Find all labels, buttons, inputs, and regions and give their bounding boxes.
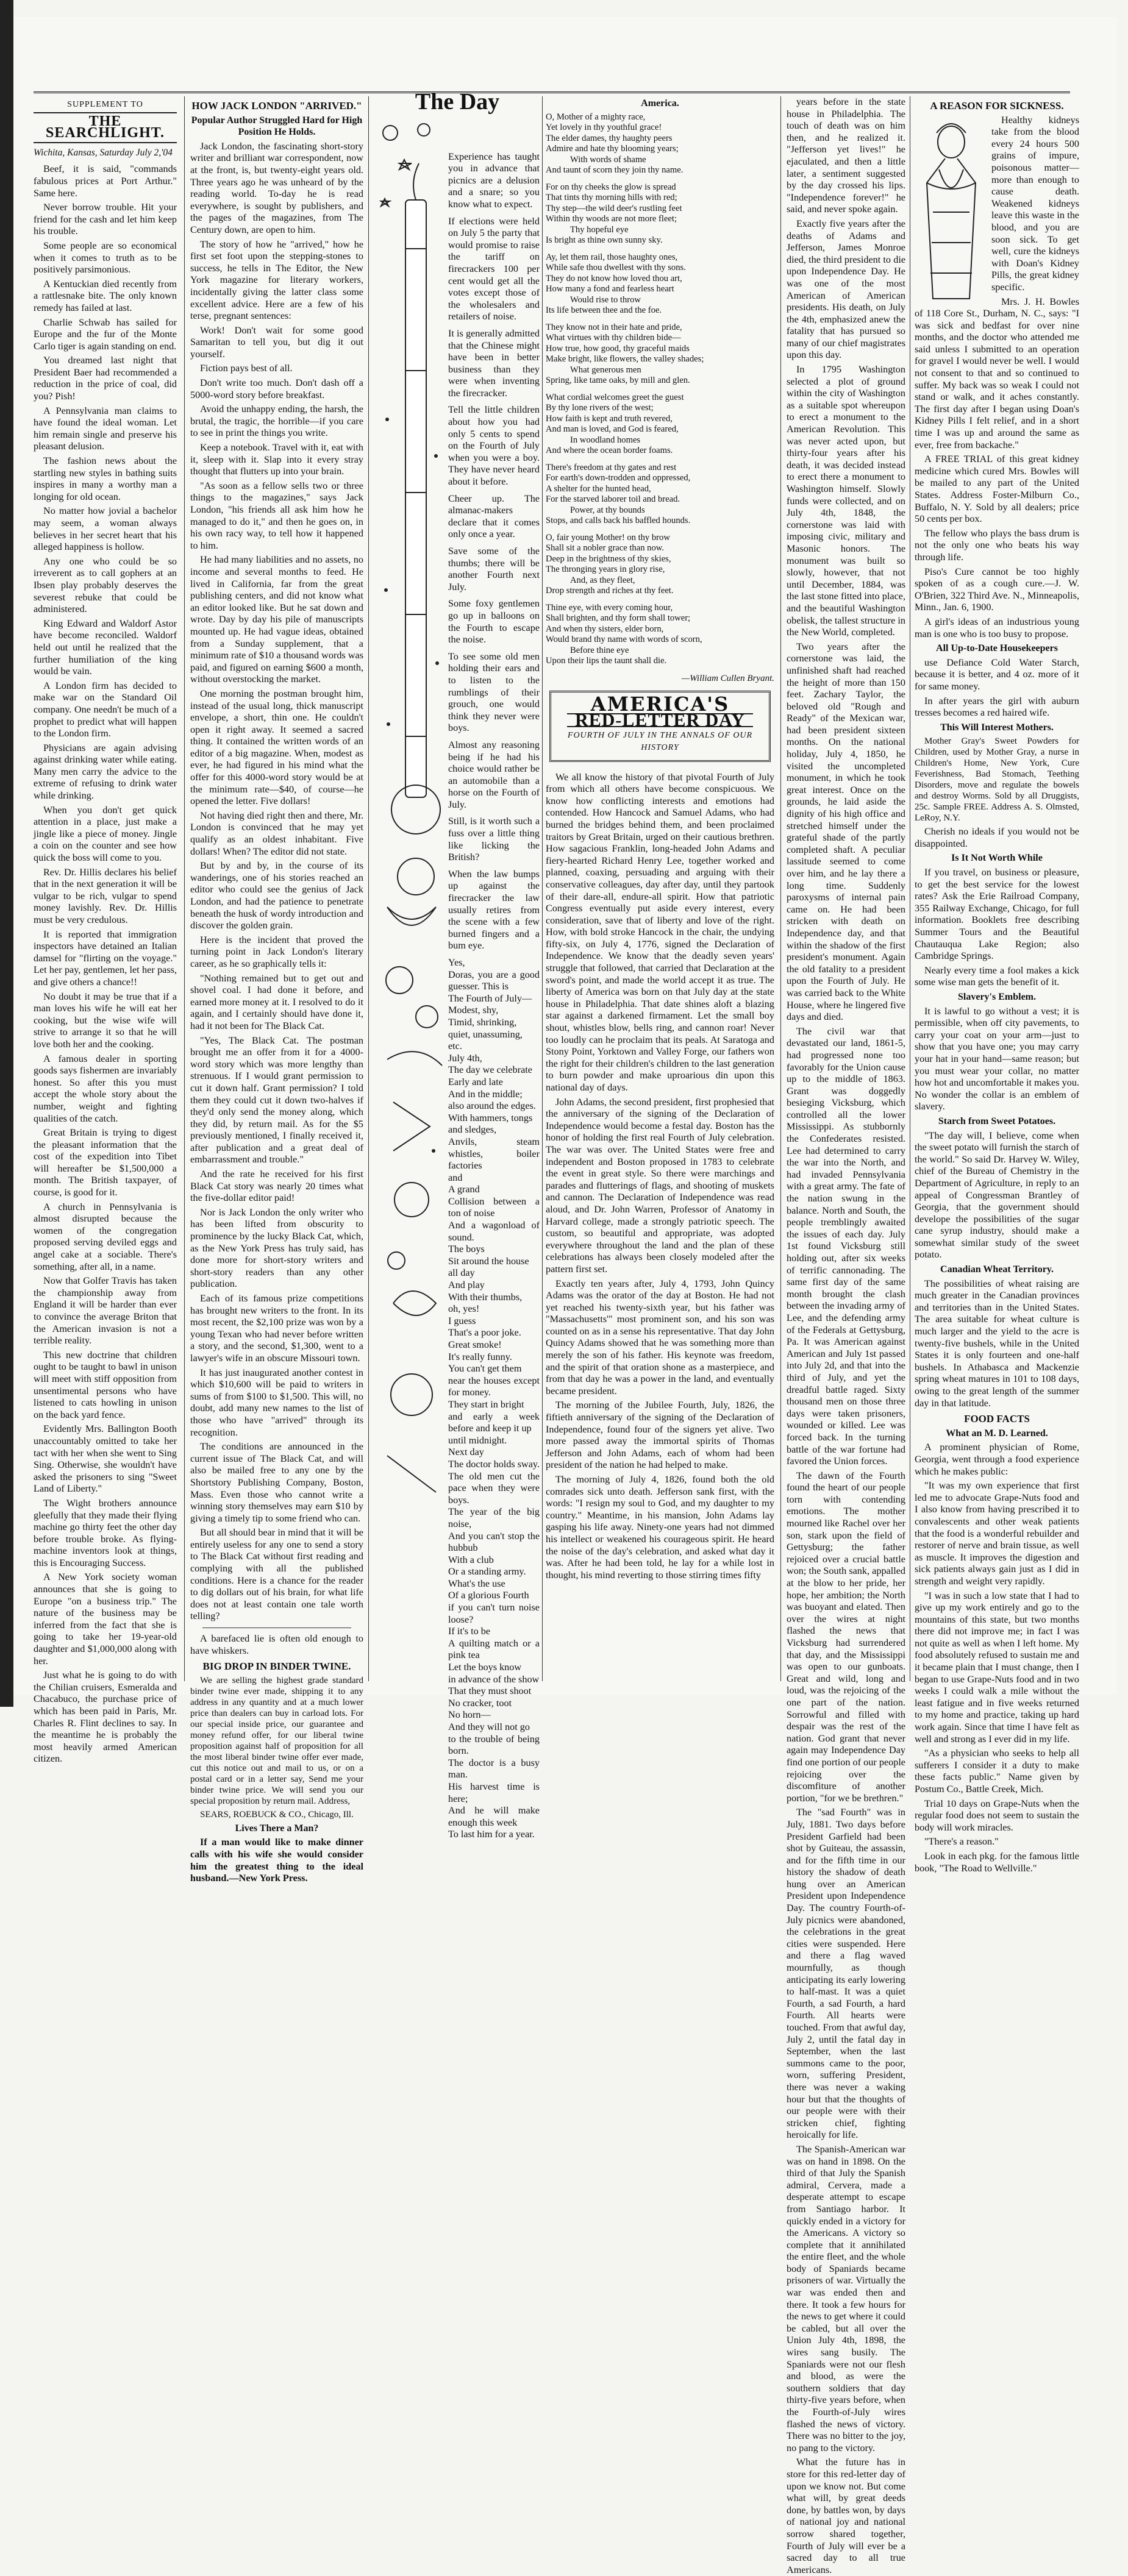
kidney-ad-title: A REASON FOR SICKNESS. <box>930 100 1064 112</box>
poem-line: And where the ocean border foams. <box>546 446 673 456</box>
paragraph: Not having died right then and there, Mr. London is convinced that he may yet qualify as an oldest inhabitant. Five dollars! When? The editor did not state. <box>190 809 363 857</box>
paragraph: It has just inaugurated another contest in which $10,600 will be paid to writers in sums of from $100 to $1,500. This will, no doubt, add many new names to the list of those who have "arrived" through its recognition. <box>190 1367 363 1438</box>
paragraph: The dawn of the Fourth found the heart of our people torn with contending emotions. The mother mourned like Rachel over her son, stark upon the field of Gettysburg; the father rejoiced over a crucial battle won; the South sank, appalled at the blow to her pride, her hope, her ambition; the North was buoyant and elated. Then over the wires at night flashed the news that Vicksburg had surrendered that day, and the Mississippi was open to our gunboats. Great and wild, long and loud, was the rejoicing of the one part of the nation. Sorrowful and filled with despair was the rest of the nation. God grant that never again may Independence Day find one portion of our people rejoicing over the discomfiture of another portion, "for we be brethren." <box>787 1470 905 1804</box>
poem-line: And in the middle; <box>448 1088 523 1100</box>
poem-line: No cracker, toot <box>448 1697 512 1709</box>
poem-line: What's the use <box>448 1578 505 1589</box>
poem-line: And when thy sisters, elder born, <box>546 624 664 634</box>
poem-line: What virtues with thy children bide— <box>546 333 681 343</box>
poem-line: With their thumbs, <box>448 1291 523 1303</box>
auburn-item: In after years the girl with auburn tresses becomes a red haired wife. <box>915 695 1079 719</box>
column-3 <box>375 89 540 1840</box>
paragraph: A prominent physician of Rome, Georgia, went through a food experience which he makes public: <box>915 1442 1079 1477</box>
paragraph: "As a physician who seeks to help all sufferers I consider it a duty to make these facts public." Name given by Postum Co., Battle Creek, Mich. <box>915 1748 1079 1795</box>
paragraph: Avoid the unhappy ending, the harsh, the brutal, the tragic, the horrible—if you care to see in print the things you write. <box>190 404 363 439</box>
poem-stanza <box>546 533 774 597</box>
poem-line: No horn— <box>448 1709 491 1721</box>
poem-line: Collision between a ton of noise <box>448 1195 540 1219</box>
starch-text: "The day will, I believe, come when the sweet potato will furnish the starch of the world." So said Dr. Harvey W. Wiley, chief of the Bureau of Chemistry in the Department of Agriculture, in reply to an appeal of Congressman Brantley of Georgia, that the government should develope the possibilities of the sugar cane syrup industry, should make a somewhat similar study of the sweet potato. <box>915 1130 1079 1261</box>
poem-line: Sit around the house <box>448 1255 529 1267</box>
the-day-poem <box>448 957 540 1841</box>
poem-line: Would rise to throw <box>570 294 641 305</box>
paragraph: Experience has taught you in advance that picnics are a delusion and a snare; so you know what to expect. <box>448 151 540 210</box>
paragraph: The "sad Fourth" was in July, 1881. Two days before President Garfield had been shot by Guiteau, the assassin, and for the fifth time in our history the shadow of death hung over an American President upon Independence Day. The country Fourth-of-July picnics were abandoned, the celebrations in the great cities were suspended. Here and there a flag waved mournfully, as though anticipating its early lowering to half-mast. It was a quiet Fourth, a sad Fourth, a hard Fourth. All hearts were touched. From that awful day, July 2, until the fatal day in September, when the last summons came to the poor, worn, suffering President, there was never a waking hour but that the thoughts of our people were with their stricken chief, fighting heroically for life. <box>787 1807 905 2141</box>
poem-line: For on thy cheeks the glow is spread <box>546 182 676 192</box>
md-title: What an M. D. Learned. <box>946 1428 1048 1439</box>
paragraph: Save some of the thumbs; there will be another Fourth next July. <box>448 546 540 592</box>
poem-line: Its life between thee and the foe. <box>546 305 662 316</box>
paragraph: We all know the history of that pivotal Fourth of July from which all others have become conspicuous. We know how conflicting interests and emotions had contended. How Hancock and Samuel Adams, who had burned the bridges behind them, and been proclaimed traitors by Great Britain, urged on their cautious brethren. How sagacious Franklin, long-headed John Adams and fiery-hearted Richard Henry Lee, together worked and planned, coaxing, persuading and arguing with their conservative colleagues, day after day, until they partook of their dare-all, endure-all spirit. How that patriotic Congress eventually put aside every interest, every consideration, save that of liberty and love of the right. How, with bold stroke Hancock in the chair, the undying fifty-six, on July 4, 1776, signed the Declaration of Independence. We know that the deadly seven years' struggle that followed, that carried that Declaration at the sword's point, and made the world accept it as true. The liberty of America was born on that July day at the state house in Philadelphia. That date shines aloft a blazing star against a darkened firmament. Let the small boy shout, whistles blow, bells ring, and cannon roar! Never too loudly can he proclaim that its peals. At Saratoga and Stony Point, Yorktown and Valley Forge, our fathers won the right for their children's children to the last generation to burn powder and make uproarious din upon this national day of days. <box>546 771 774 1093</box>
poem-line: until midnight. <box>448 1434 507 1446</box>
paragraph: A Pennsylvania man claims to have found the ideal woman. Let him remain single and preserve his pleasant delusion. <box>34 405 177 452</box>
paragraph: Just what he is going to do with the Chilian cruisers, Esmeralda and Chacabuco, the purchase price of which has been paid in Paris, Mr. Charles R. Flint declines to say. In the meantime he is probably the most heavily armed American citizen. <box>34 1670 177 1765</box>
poem-line: and <box>448 1172 463 1183</box>
kick-item: Nearly every time a fool makes a kick some wise man gets the benefit of it. <box>915 964 1079 988</box>
paragraph: The conditions are announced in the current issue of The Black Cat, and will also be mailed free to any one by the Shortstory Publishing Company, Boston, Mass. Even those who cannot write a winning story themselves may earn $10 by giving a timely tip to some friend who can. <box>190 1441 363 1524</box>
paragraph: And the rate he received for his first Black Cat story was nearly 20 times what the five-dollar editor paid! <box>190 1169 363 1204</box>
paragraph: "It was my own experience that first led me to advocate Grape-Nuts food and I also know from having prescribed it to convalescents and other weak patients that the food is a wonderful rebuilder and restorer of nerve and brain tissue, as well as muscle. It improves the digestion and sick patients always gain just as I did in strength and weight very rapidly. <box>915 1480 1079 1587</box>
poem-line: etc. <box>448 1041 462 1052</box>
dateline: Wichita, Kansas, Saturday July 2,'04 <box>34 147 173 158</box>
poem-line: Modest, shy, <box>448 1005 499 1016</box>
paragraph: Any one who could be so irreverent as to call gophers at an Ibsen play probably deserves the severest rebuke that could be administered. <box>34 555 177 615</box>
food-facts-title: FOOD FACTS <box>964 1413 1030 1425</box>
supplement-label: SUPPLEMENT TO <box>67 100 143 109</box>
paragraph: Trial 10 days on Grape-Nuts when the regular food does not seem to sustain the body will work miracles. <box>915 1798 1079 1833</box>
paragraph: Charlie Schwab has sailed for Europe and the fur of the Monte Carlo tiger is again standing on end. <box>34 316 177 352</box>
paragraph: Two years after the cornerstone was laid, the unfinished shaft had reached the height of more than 150 feet. Zachary Taylor, the beloved old "Rough and Ready" of the Mexican war, had been president sixteen months. On the national holiday, July 4, 1850, he visited the uncompleted monument, in which he took great interest. Once on the grounds, he laid aside the dignity of his high office and stretched himself under the grateful shade of the partly completed shaft. A peculiar lassitude seemed to come over him, and he lay there a long time. Suddenly paroxysms of internal pain came on. He had been stricken with death on Independence day, and that within the shadow of the first president's monument. Again the old fatality to a president upon the Fourth of July. He was carried back to the White House, where he lingered five days and died. <box>787 641 905 1023</box>
poem-line: The doctor holds sway. <box>448 1458 540 1470</box>
short-item: Piso's Cure cannot be too highly spoken of as a cough cure.—J. W. O'Brien, 322 Third Ave. N., Minneapolis, Minn., Jan. 6, 1900. <box>915 566 1079 613</box>
poem-line: They do not know how loved thou art, <box>546 273 682 283</box>
paragraph: Jack London, the fascinating short-story writer and brilliant war correspondent, now at the front, is, but twenty-eight years old. Three years ago he was unheard of by the reading world. To-day he is read everywhere, is sought by publishers, and the pages of the magazines, from The Century down, are open to him. <box>190 140 363 235</box>
barefaced-item: A barefaced lie is often old enough to have whiskers. <box>190 1633 363 1656</box>
poem-line: all day <box>448 1267 475 1279</box>
poem-line: You can't get them <box>448 1363 522 1375</box>
column-rule <box>184 96 185 1681</box>
starch-title: Starch from Sweet Potatoes. <box>938 1115 1056 1126</box>
poem-line: Admire and hate thy blooming years; <box>546 144 679 154</box>
paragraph: A church in Pennsylvania is almost disrupted because the women of the congregation proposed serving deviled eggs and angel cake at a sociable. There's something, after all, in a name. <box>34 1201 177 1272</box>
poem-line: They start in bright <box>448 1398 524 1410</box>
paragraph: Physicians are again advising against drinking water while eating. Many men carry the advice to the extreme of refusing to drink water while drinking. <box>34 742 177 802</box>
poem-stanza <box>546 182 774 246</box>
worth-text: If you travel, on business or pleasure, to get the best service for the lowest rates? Ask the Erie Railroad Company, 355 Railway Exchange, Chicago, for full information. Booklets free describing Summer Tours and the Beautiful Chautauqua Lake Region; also Cambridge Springs. <box>915 867 1079 962</box>
poem-line: That tints thy morning hills with red; <box>546 193 677 203</box>
housekeepers-text: use Defiance Cold Water Starch, because it is better, and 4 oz. more of it for same money. <box>915 656 1079 692</box>
poem-line: Great smoke! <box>448 1339 502 1350</box>
slavery-title: Slavery's Emblem. <box>958 992 1036 1002</box>
paragraph: Still, is it worth such a fuss over a little thing like licking the British? <box>448 816 540 863</box>
poem-line: in advance of the show <box>448 1673 540 1685</box>
banner-line-3: FOURTH OF JULY IN THE ANNALS OF OUR HISTORY <box>567 731 753 752</box>
poem-line: Next day <box>448 1446 484 1458</box>
paragraph: "As soon as a fellow sells two or three things to the magazines," says Jack London, "his friends all ask him how he managed to do it," and then he goes on, in his own racy way, to tell how it happened to him. <box>190 480 363 551</box>
column-rule <box>368 96 369 1681</box>
paragraph: The morning of the Jubilee Fourth, July, 1826, the fiftieth anniversary of the signing of the Declaration of Independence, found four of the signers yet alive. Two more passed away the immortal spirits of Thomas Jefferson and John Adams, each of whom had been president of the nation he had helped to make. <box>546 1400 774 1471</box>
the-day-title: The Day <box>415 89 500 115</box>
paragraph: Mrs. J. H. Bowles of 118 Core St., Durham, N. C., says: "I was sick and bedfast for over nine months, and the doctor who attended me said unless I submitted to an operation for gravel I would never be well. I would not consent to that and so continued to suffer. My back was so weak I could not stand or walk, and it aches constantly. The first day after I began using Doan's Kidney Pills I felt relief, and in a short time I was up and around the same as ever, free from backache." <box>915 296 1079 450</box>
poem-line: I guess <box>448 1315 476 1326</box>
poem-line: The elder dames, thy haughty peers <box>546 133 673 143</box>
paragraph: Never borrow trouble. Hit your friend for the cash and let him keep his trouble. <box>34 202 177 237</box>
poem-stanza <box>546 252 774 316</box>
red-letter-article <box>546 772 774 1582</box>
md-text <box>915 1442 1079 1874</box>
poem-stanza <box>546 322 774 386</box>
banner-line-1: AMERICA'S <box>590 692 730 716</box>
poem-author: —William Cullen Bryant. <box>681 673 774 683</box>
column-rule <box>542 96 543 1681</box>
poem-line: A shelter for the hunted head, <box>546 483 651 494</box>
housekeepers-title: All Up-to-Date Housekeepers <box>936 643 1058 654</box>
poem-line: To last him for a year. <box>448 1829 535 1840</box>
poem-line: also around the edges. <box>448 1100 536 1112</box>
poem-line: Before thine eye <box>570 645 629 655</box>
paragraph: years before in the state house in Philadelphia. The touch of death was on him then, and he realized it. "Jefferson yet lives!" he ejaculated, and then a little later, a sentiment suggested by the day crossed his lips. "Independence forever!" he said, and never spoke again. <box>787 96 905 215</box>
paragraph: Rev. Dr. Hillis declares his belief that in the next generation it will be vulgar to be rich, vulgar to spend money lavishly. Rev. Dr. Hillis must be very credulous. <box>34 866 177 925</box>
poem-line: In woodland homes <box>570 435 641 445</box>
poem-line: The thronging years in glory rise, <box>546 564 665 575</box>
poem-line: Yes, <box>448 957 465 968</box>
paragraph: "I was in such a low state that I had to give up my work entirely and go to the mountains of this state, but two months there did not improve me; in fact I was not quite as well as when I left home. My food absolutely refused to sustain me and it became plain that I must change, then I began to use Grape-Nuts food and in two weeks I could walk a mile without the least fatigue and in five weeks returned to my home and practice, taking up hard work again. Since that time I have felt as well and strong as I ever did in my life. <box>915 1590 1079 1745</box>
short-item: A girl's ideas of an industrious young man is one who is too busy to propose. <box>915 616 1079 639</box>
poem-line: While safe thou dwellest with thy sons. <box>546 263 686 273</box>
poem-line: How faith is kept and truth revered, <box>546 413 673 424</box>
poem-line: By thy lone rivers of the west; <box>546 403 654 413</box>
poem-line: Of a glorious Fourth <box>448 1590 529 1601</box>
paragraph: A New York society woman announces that she is going to Europe "on a business trip." The nature of the business may be inferred from the fact that she is going to take her 19-year-old daughter and $1,000,000 along with her. <box>34 1571 177 1667</box>
cherish-item: Cherish no ideals if you would not be disappointed. <box>915 826 1079 849</box>
poem-line: oh, yes! <box>448 1303 480 1315</box>
poem-line: They know not in their hate and pride, <box>546 322 682 332</box>
poem-line: Thy hopeful eye <box>570 224 629 235</box>
poem-line: The boys <box>448 1244 485 1255</box>
top-rule <box>34 91 1070 93</box>
paragraph: Cheer up. The almanac-makers declare that it comes only once a year. <box>448 493 540 540</box>
america-poem <box>546 112 774 667</box>
paragraph: No doubt it may be true that if a man loves his wife he will eat her cooking, but the wise wife will strive to arrange it so that he will love both her and the cooking. <box>34 991 177 1050</box>
poem-line: How many a fond and fearless heart <box>546 284 674 294</box>
poem-line: And he will make enough this week <box>448 1805 540 1828</box>
poem-stanza <box>546 603 774 667</box>
paragraph: He had many liabilities and no assets, no income and several months to feed. He lived in California, far from the great publishing centers, and did not know what an editor looked like. But he sat down and wrote. Day by day his pile of manuscripts mounted up. He had vague ideas, obtained from a Sunday supplement, that a minimum rate of $10 a thousand words was paid, and figured on earning $600 a month, without overstocking the market. <box>190 554 363 685</box>
poem-line: Is bright as thine own sunny sky. <box>546 235 663 246</box>
poem-line: Anvils, steam whistles, boiler factories <box>448 1136 540 1172</box>
paragraph: Fiction pays best of all. <box>200 363 293 374</box>
paragraph: When the law bumps up against the firecracker the law usually retires from the scene with a few burned fingers and a bum eye. <box>448 868 540 952</box>
poem-line: Spring, like tame oaks, by mill and glen. <box>546 375 690 386</box>
paragraph: To see some old men holding their ears and to listen to the rumblings of their grouch, one would think they never were boys. <box>448 650 540 734</box>
poem-line: His harvest time is here; <box>448 1781 540 1804</box>
poem-line: Timid, shrinking, <box>448 1016 517 1028</box>
paragraph: Great Britain is trying to digest the pleasant information that the cost of the expedition into Tibet will hereafter be $1,500,000 a month. The British taxpayer, of course, is good for it. <box>34 1127 177 1198</box>
paragraph: But all should bear in mind that it will be entirely useless for any one to send a story to The Black Cat without first reading and complying with all the published conditions. Here is a chance for the reader to dig dollars out of his brain, for what life does not at least contain one tale worth telling? <box>190 1527 363 1622</box>
paragraph: It is reported that immigration inspectors have detained an Italian damsel for "flirting on the voyage." Let her pay, gentlemen, let her pass, and give others a chance!! <box>34 928 177 987</box>
mothers-text: Mother Gray's Sweet Powders for Children, used by Mother Gray, a nurse in Children's Home, New York, Cure Feverishness, Bad Stomach, Teething Disorders, move and regulate the bowels and destroy Worms. Sold by all Druggists, 25c. Sample FREE. Address A. S. Olmsted, LeRoy, N.Y. <box>915 736 1079 824</box>
poem-stanza <box>546 112 774 176</box>
poem-line: Would brand thy name with words of scorn, <box>546 635 702 645</box>
worth-title: Is It Not Worth While <box>951 853 1043 864</box>
poem-line: to the trouble of being born. <box>448 1733 540 1757</box>
paragraph: King Edward and Waldorf Astor have become reconciled. Waldorf held out until he realized that the further humiliation of the king would be vain. <box>34 617 177 677</box>
paragraph: What the future has in store for this red-letter day of upon we know not. But come what will, by great deeds done, by battles won, by days of national joy and national sorrow shared together, Fourth of July will ever be a sacred day to all true Americans. <box>787 2457 905 2575</box>
paragraph: Exactly five years after the deaths of Adams and Jefferson, James Monroe died, the third president to die upon Independence Day. He was one of the most American of American presidents. His death, on July the 4th, emphasized anew the fatality that has pursued so many of our chief magistrates upon this day. <box>787 218 905 361</box>
the-day-paragraphs <box>448 151 540 952</box>
the-day-text <box>448 151 540 1846</box>
paragraph: Healthy kidneys take from the blood every 24 hours 500 grains of impure, poisonous matter—more than enough to cause death. Weakened kidneys leave this waste in the blood, and you are soon sick. To get well, cure the kidneys with Doan's Kidney Pills, the great kidney specific. <box>991 114 1079 293</box>
twine-ad-title: BIG DROP IN BINDER TWINE. <box>202 1660 351 1673</box>
column-5 <box>787 96 905 2575</box>
poem-line: Deep in the brightness of thy skies, <box>546 553 671 564</box>
poem-line: That they must shoot <box>448 1685 532 1697</box>
article-body <box>190 141 363 1623</box>
poem-line: What generous men <box>570 365 641 375</box>
poem-line: O, fair young Mother! on thy brow <box>546 532 670 543</box>
poem-line: The Fourth of July— <box>448 992 532 1004</box>
paragraph: The fashion news about the startling new styles in bathing suits inspires in many a worthy man a longing for old ocean. <box>34 455 177 502</box>
paragraph: Almost any reasoning being if he had his choice would rather be an automobile than a horse on the Fourth of July. <box>448 739 540 810</box>
poem-line: Shall sit a nobler grace than now. <box>546 543 664 553</box>
paragraph: Beef, it is said, "commands fabulous prices at Port Arthur." Same here. <box>34 163 177 199</box>
poem-line: For the starved laborer toil and bread. <box>546 494 680 505</box>
paragraph: This new doctrine that children ought to be taught to bawl in unison will meet with stiff opposition from unsentimental persons who have listened to cats howling in unison on the back yard fence. <box>34 1349 177 1420</box>
poem-line: And man is loved, and God is feared, <box>546 424 679 435</box>
paragraph: A famous dealer in sporting goods says fishermen are invariably honest. So after this you must accept the whole story about the number, weight and fighting qualities of the catch. <box>34 1053 177 1124</box>
poem-line: Thine eye, with every coming hour, <box>546 602 673 613</box>
banner-line-2: RED-LETTER DAY <box>567 713 753 728</box>
slavery-text: It is lawful to go without a vest; it is permissible, when off city pavements, to carry your coat on your arm—just to show that you have one; you may carry your hat in your hand—same reason; but you must wear your collar, no matter how hot and uncomfortable it makes you. No wonder the collar is an emblem of slavery. <box>915 1005 1079 1112</box>
paragraph: It is generally admitted that the Chinese might have been in better business than they were when inventing the firecracker. <box>448 327 540 399</box>
poem-line: That's a poor joke. <box>448 1327 521 1339</box>
poem-line: and early a week before and keep it up <box>448 1411 540 1434</box>
poem-line: A quilting match or a pink tea <box>448 1637 540 1661</box>
paragraph-list <box>34 163 177 1765</box>
paragraph: The civil war that devastated our land, 1861-5, had progressed none too favorably for the Union cause up to the middle of 1863. Grant was doggedly besieging Vicksburg, which controlled all the lower Mississippi. As stubbornly the Confederates resisted. Lee had determined to carry the war into the North, and had invaded Pennsylvania with a great army. The fate of the nation swung in the balance. North and South, the people tremblingly awaited the issues of each day. July 1st found Vicksburg still holding out, after six weeks of terrific cannonading. The same first day of the same month brought the clash between the invading army of Lee, and the defending army of the Federals at Gettysburg, Pa. It was American against American and July 1st passed into July 2d, and that into the third of July, and yet the dreadful battle raged. Sixty thousand men on those three days were taken prisoners, wounded or killed. Lee was forced back. In the turning battle of the war fortune had favored the Union forces. <box>787 1025 905 1467</box>
mothers-title: This Will Interest Mothers. <box>940 722 1054 733</box>
paragraph: The Wight brothers announce gleefully that they made their flying machine go thirty feet the other day before trouble broke. As flying-machine inventors look at things, this is Encouraging Success. <box>34 1497 177 1568</box>
paragraph: "There's a reason." <box>924 1836 999 1848</box>
paragraph: No matter how jovial a bachelor may seem, a woman always believes in her secret heart that his alleged happiness is hollow. <box>34 505 177 553</box>
poem-line: Power, at thy bounds <box>570 505 645 515</box>
poem-line: If it's to be <box>448 1626 491 1637</box>
paragraph: John Adams, the second president, first prophesied that the anniversary of the signing of the Declaration of Independence would become a festal day. Boston has the honor of holding the first real Fourth of July celebration. The war was over. The United States were free and independent and Boston proposed in 1783 to celebrate the event in great style. So there were marchings and parades and flutterings of flags, and shooting of muskets and cannon. The Declaration of Independence was read aloud, and Dr. John Warren, Professor of Anatomy in Harvard college, made a strongly patriotic speech. The custom, so beautiful and appropriate, was adopted everywhere throughout the land and the plan of these celebrations has always been closely modeled after the pattern first set. <box>546 1096 774 1275</box>
poem-line: With hammers, tongs <box>448 1112 533 1123</box>
paragraph: When you don't get quick attention in a place, just make a jingle like a piece of money. Jingle a coin on the counter and see how quick the boss will come to you. <box>34 804 177 864</box>
paragraph: If elections were held on July 5 the party that would promise to raise the tariff on firecrackers 100 per cent would get all the votes except those of the wholesalers and retailers of noise. <box>448 215 540 322</box>
paragraph: One morning the postman brought him, instead of the usual long, thick manuscript envelope, a short, thin one. He couldn't open it right away. It seemed a sacred thing. It contained the written words of an editor of a big magazine. When, modest as ever, he had figured in his mind what the offer for this 4000-word story would be at the minimum rate—$40, of course—he opened the letter. Five dollars! <box>190 688 363 807</box>
poem-line: O, Mother of a mighty race, <box>546 112 646 122</box>
paragraph: "Yes, The Black Cat. The postman brought me an offer from it for a 4000-word story which was more lengthy than strenuous. If I would grant permission to cut it down half. Grant permission? I told them they could cut it down two-halves if they'd only send the money along, which they did, by return mail. As for the $5 previously mentioned, I finally received it, after publication and a great deal of embarrassment and trouble." <box>190 1034 363 1165</box>
poem-line: And you can't stop the hubbub <box>448 1530 540 1554</box>
paragraph: Some foxy gentlemen go up in balloons on the Fourth to escape the noise. <box>448 598 540 646</box>
poem-line: There's freedom at thy gates and rest <box>546 462 677 472</box>
short-items <box>915 528 1079 640</box>
lives-title: Lives There a Man? <box>235 1823 319 1834</box>
column-4 <box>546 96 774 1687</box>
article-title: HOW JACK LONDON "ARRIVED." <box>191 100 362 112</box>
article-subtitle: Popular Author Struggled Hard for High Position He Holds. <box>191 115 363 138</box>
paragraph: The Spanish-American war was on hand in 1898. On the third of that July the Spanish admiral, Cervera, made a desperate attempt to escape from Santiago harbor. It quickly ended in a victory for the Americans. A victory so complete that it annihilated the entire fleet, and the whole body of Spaniards became prisoners of war. Virtually the war was ended then and there. It took a few hours for the news to get where it could be cabled, but all over the Union July 4th, 1898, the wires sang busily. The Spaniards were not our flesh and blood, as were the southern soldiers that day thirty-five years before, when the Fourth-of-July wires flashed the news of victory. There was no bitter to the joy, no pang to the victory. <box>787 2143 905 2453</box>
poem-line: A grand <box>448 1184 480 1195</box>
poem-line: What cordial welcomes greet the guest <box>546 392 684 402</box>
paragraph: Exactly ten years after, July 4, 1793, John Quincy Adams was the orator of the day at Boston. He had not yet reached his twenty-sixth year, but his father was "Massachusetts'" most prominent son, and his son was counted on as in a sense his representative. That day John Quincy Adams showed that he was something more than merely the son of his father. His keynote was freedom, and the spirit of that oration shone as a masterpiece, and from that day he was a power in the land, and eventually became president. <box>546 1278 774 1397</box>
paragraph: Nor is Jack London the only writer who has been lifted from obscurity to prominence by the lucky Black Cat, which, as the New York Press has truly said, has done more for short-story writers and short-story readers than any other publication. <box>190 1206 363 1290</box>
lives-text: If a man would like to make dinner calls with his wife she would consider him the greatest thing to the ideal husband.—New York Press. <box>190 1837 363 1884</box>
paragraph: Don't write too much. Don't dash off a 5000-word story before breakfast. <box>190 377 363 400</box>
poem-line: Let the boys know <box>448 1662 522 1673</box>
paragraph: In 1795 Washington selected a plot of ground within the city of Washington as a suitable spot whereupon to erect a monument to the American Revolution. This was never acted upon, but thirty-four years after his death, it was decided instead to erect there a monument to Washington himself. Slowly funds were collected, and on July 4th, 1848, the cornerstone was laid with imposing civic, military and Masonic honors. The monument was built so slowly, however, that not until December, 1884, was the last stone fitted into place, and the beautiful Washington obelisk, the tallest structure in the New World, completed. <box>787 364 905 638</box>
paragraph: But by and by, in the course of its wanderings, one of his stories reached an editor who could see the genius of Jack London, and had the patience to penetrate beneath the husk of wordy introduction and discover the golden grain. <box>190 860 363 931</box>
paragraph: Evidently Mrs. Ballington Booth unaccountably omitted to take her tact with her when she went to Sing Sing. Otherwise, she wouldn't have asked the prisoners to sing "Sweet Land of Liberty." <box>34 1423 177 1495</box>
paragraph: Each of its famous prize competitions has brought new writers to the front. In its most recent, the $2,100 prize was won by a young Texan who had never before written a story, and the second, $1,300, went to a lawyer's wife in an obscure Missouri town. <box>190 1293 363 1364</box>
poem-line: Or a standing army. <box>448 1566 526 1578</box>
poem-line: For earth's down-trodden and oppressed, <box>546 473 691 483</box>
paragraph: A London firm has decided to make war on the Standard Oil company. One needn't be much of a prophet to predict what will happen to the London firm. <box>34 680 177 739</box>
paragraph: A Kentuckian died recently from a rattlesnake bite. The only known remedy has failed at last. <box>34 278 177 313</box>
poem-line: near the houses except for money. <box>448 1375 540 1398</box>
wheat-title: Canadian Wheat Territory. <box>940 1264 1054 1275</box>
poem-line: Stops, and calls back his baffled hounds. <box>546 516 691 526</box>
poem-line: It's really funny. <box>448 1351 512 1362</box>
paragraph: Some people are so economical when it comes to truth as to be positively parsimonious. <box>34 240 177 276</box>
poem-line: And a wagonload of sound. <box>448 1220 540 1243</box>
poem-line: Doras, you are a good guesser. This is <box>448 969 540 992</box>
paragraph: Work! Don't wait for some good Samaritan to tell you, but dig it out yourself. <box>190 324 363 360</box>
short-item: The fellow who plays the bass drum is not the only one who beats his way through life. <box>915 527 1079 563</box>
poem-line: The old men cut the pace when they were boys. <box>448 1470 540 1506</box>
poem-line: The doctor is a busy man. <box>448 1757 540 1781</box>
poem-stanza <box>546 463 774 527</box>
paragraph: Now that Golfer Travis has taken the championship away from England it will be harder than ever to convince the average Briton that the American invasion is not a terrible reality. <box>34 1275 177 1347</box>
poem-line: if you can't turn noise loose? <box>448 1602 540 1625</box>
poem-line: Make bright, like flowers, the valley shades; <box>546 354 704 365</box>
column-6 <box>915 96 1079 1874</box>
poem-line: Early and late <box>448 1076 503 1087</box>
paragraph: A FREE TRIAL of this great kidney medicine which cured Mrs. Bowles will be mailed to any part of the United States. Address Foster-Milburn Co., Buffalo, N. Y. Sold by all dealers; price 50 cents per box. <box>915 454 1079 525</box>
paragraph: Here is the incident that proved the turning point in Jack London's literary career, as he so graphically tells it: <box>190 934 363 969</box>
column-rule <box>780 96 781 1681</box>
poem-line: The year of the big noise, <box>448 1506 540 1529</box>
poem-line: And taunt of scorn they join thy name. <box>546 165 684 176</box>
poem-line: Drop strength and riches at thy feet. <box>546 586 674 596</box>
page-edge <box>0 0 13 1707</box>
poem-stanza <box>546 393 774 457</box>
column-2 <box>190 96 363 1884</box>
continued-article <box>787 96 905 2576</box>
twine-ad-text: We are selling the highest grade standard binder twine ever made, shipping it to any address in any quantity and at a much lower price than dealers can buy in carload lots. For our special inside price, our guarantee and money refund offer, for our liberal twine proposition against half of proposition for all the most liberal binder twine offer ever made, cut this notice out and mail to us, or on a postal card or in a letter say, Send me your binder twine price. We will send you our special proposition by return mail. Address, <box>190 1675 363 1806</box>
firecracker-illustration <box>375 115 447 1517</box>
paragraph: You dreamed last night that President Baer had recommended a reduction in the price of coal, did you? Pish! <box>34 355 177 402</box>
poem-line: How true, how good, thy graceful maids <box>546 343 690 354</box>
poem-line: Within thy woods are not more fleet; <box>546 214 677 224</box>
poem-line: And play <box>448 1279 485 1291</box>
poem-line: and sledges, <box>448 1124 497 1136</box>
paragraph: "Nothing remained but to get out and shovel coal. I had done it before, and earned more money at it. I resolved to do it again, and I certainly should have done it, had it not been for The Black Cat. <box>190 972 363 1031</box>
poem-line: Shall brighten, and thy form shall tower; <box>546 613 691 624</box>
poem-line: quiet, unassuming, <box>448 1028 523 1040</box>
poem-line: With a club <box>448 1554 494 1565</box>
poem-line: With words of shame <box>570 154 646 165</box>
paragraph: Tell the little children about how you had only 5 cents to spend on the Fourth of July when you were a boy. They have never heard about it before. <box>448 404 540 488</box>
poem-line: Upon their lips the taunt shall die. <box>546 656 667 666</box>
poem-line: Thy step—the wild deer's rustling feet <box>546 203 682 213</box>
paragraph: Look in each pkg. for the famous little book, "The Road to Wellville." <box>915 1850 1079 1874</box>
poem-line: Ay, let them rail, those haughty ones, <box>546 252 678 262</box>
column-1 <box>34 96 177 1765</box>
woman-illustration <box>915 115 987 304</box>
paragraph: Keep a notebook. Travel with it, eat with it, sleep with it. Slap into it every stray thought that flutters up into your brain. <box>190 442 363 477</box>
paragraph: The story of how he "arrived," how he first set foot upon the stepping-stones to success, he tells in The Editor, the New York magazine for literary workers, incidentally giving the latter class some excellent advice. Here are a few of his terse, pregnant sentences: <box>190 238 363 322</box>
paragraph: The morning of July 4, 1826, found both the old comrades sick unto death. Jefferson sank first, with the words: "I resign my soul to God, and my daughter to my country." Meantime, in his mansion, John Adams lay gasping his life away. Ninety-one years had not dimmed his intellect or weakened his courageous spirit. He heard the noise of the day's celebration, and asked what day it was. After he had been told, he lay for a while lost in thought, his mind reverting to those stirring times fifty <box>546 1474 774 1581</box>
poem-line: The day we celebrate <box>448 1064 532 1076</box>
paper-name: THE SEARCHLIGHT. <box>34 112 177 143</box>
poem-line: And they will not go <box>448 1721 530 1732</box>
twine-ad-signature: SEARS, ROEBUCK & CO., Chicago, Ill. <box>200 1809 354 1820</box>
poem-line: July 4th, <box>448 1052 482 1064</box>
wheat-text: The possibilities of wheat raising are much greater in the Canadian provinces and territories than in the United States. The area suitable for wheat culture is much larger and the yield to the acre is twenty-five bushels, while in the United States it is only fourteen and one-half bushels. In Athabasca and Mackenzie spring wheat matures in 101 to 108 days, owing to the great length of the summer day in that latitude. <box>915 1278 1079 1409</box>
poem-title: America. <box>641 98 679 109</box>
poem-line: And, as they fleet, <box>570 575 635 585</box>
red-letter-day-banner <box>549 691 771 761</box>
poem-line: Yet lovely in thy youthful grace! <box>546 123 662 133</box>
